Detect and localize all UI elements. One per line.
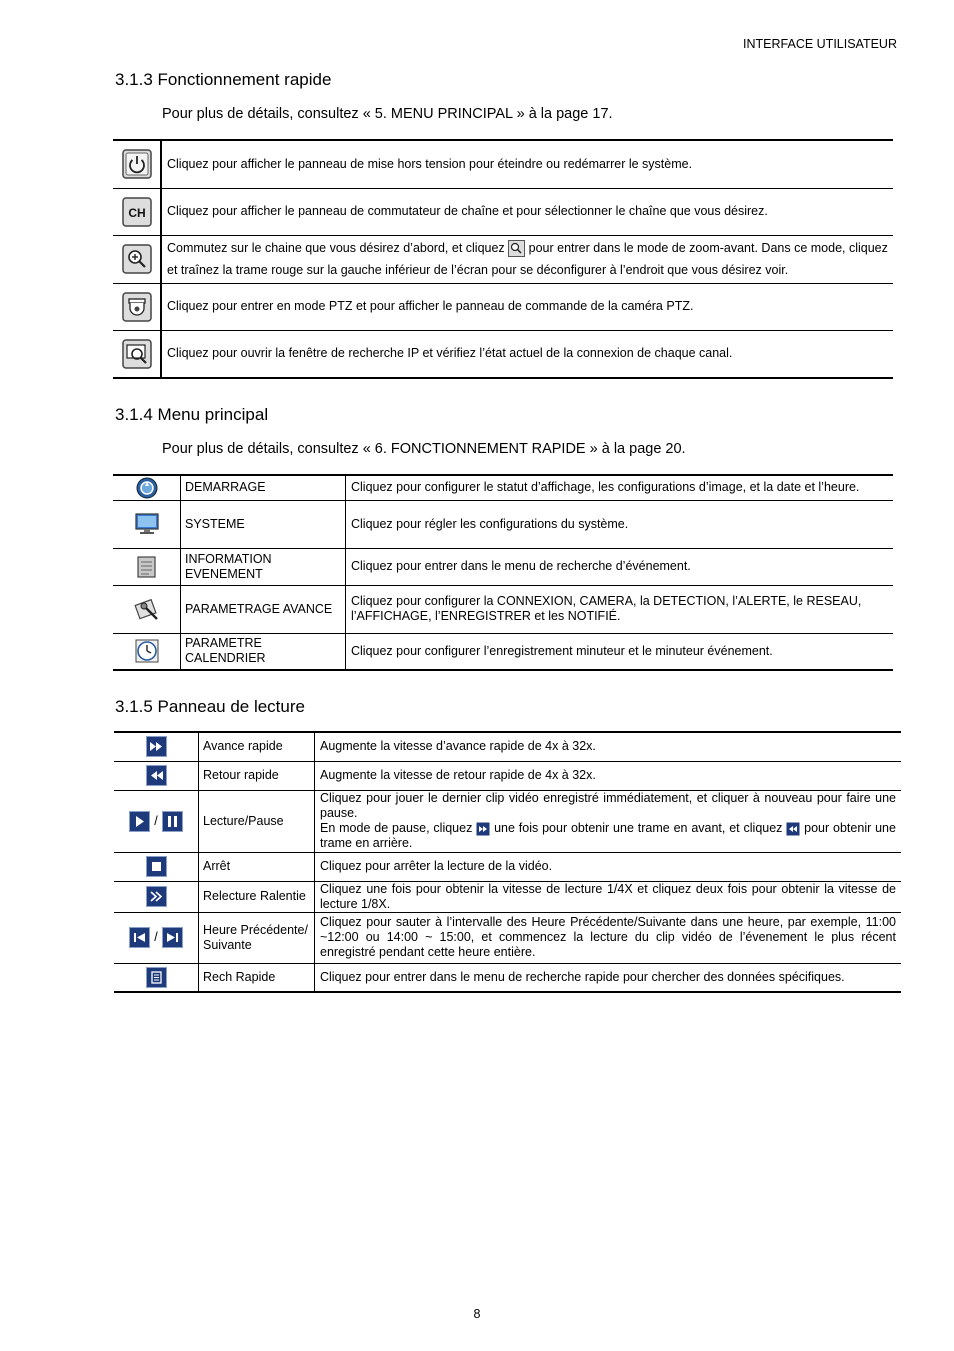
menu-name-cell: SYSTEME bbox=[181, 500, 346, 548]
description-cell bbox=[315, 790, 902, 852]
table-row bbox=[114, 761, 901, 790]
description-cell: Cliquez pour configurer l’enregistrement minuteur et le minuteur événement. bbox=[351, 643, 773, 658]
slow-play-icon bbox=[146, 886, 167, 907]
description-line-1: Cliquez pour jouer le dernier clip vidéo enregistré immédiatement, et cliquer à nouveau pour faire une pause. bbox=[320, 791, 896, 820]
table-row bbox=[113, 475, 893, 500]
description-cell: Cliquez pour entrer dans le menu de recherche d’événement. bbox=[346, 548, 894, 585]
icon-cell bbox=[113, 283, 161, 330]
menu-name-line-2: CALENDRIER bbox=[185, 651, 266, 666]
icon-cell bbox=[114, 761, 199, 790]
menu-name-cell: DEMARRAGE bbox=[181, 475, 346, 500]
playback-panel-table bbox=[114, 731, 901, 993]
table-row bbox=[113, 283, 893, 330]
zoom-text-a: Commutez sur le chaine que vous désirez d’abord, et cliquez bbox=[167, 241, 505, 255]
icon-cell bbox=[114, 912, 199, 963]
monitor-icon bbox=[134, 511, 160, 537]
icon-cell bbox=[113, 585, 181, 633]
description-cell: Cliquez pour arrêter la lecture de la vidéo. bbox=[315, 852, 902, 881]
table-row bbox=[114, 963, 901, 992]
table-row bbox=[113, 140, 893, 188]
control-name-cell: Arrêt bbox=[199, 852, 315, 881]
control-name-cell: Rech Rapide bbox=[199, 963, 315, 992]
icon-cell bbox=[113, 330, 161, 378]
description-line-2: l’AFFICHAGE, l’ENREGISTRER et les NOTIFIÉ. bbox=[351, 609, 621, 623]
icon-cell bbox=[113, 188, 161, 235]
next-hour-icon bbox=[162, 927, 183, 948]
control-name-cell: Retour rapide bbox=[199, 761, 315, 790]
description-cell: Cliquez pour configurer le statut d’affichage, les configurations d’image, et la date et l’heure. bbox=[346, 475, 894, 500]
icon-separator: / bbox=[154, 930, 158, 944]
menu-name-cell bbox=[181, 548, 346, 585]
fast-forward-icon bbox=[146, 736, 167, 757]
icon-cell bbox=[114, 732, 199, 761]
table-row bbox=[113, 188, 893, 235]
pause-text-d: pour obtenir une trame en arrière. bbox=[320, 821, 896, 850]
stop-icon bbox=[146, 856, 167, 877]
frame-forward-inline-icon bbox=[476, 822, 490, 836]
advanced-settings-icon bbox=[134, 596, 160, 622]
section-heading-main-menu: 3.1.4 Menu principal bbox=[115, 405, 269, 424]
description-cell: Augmente la vitesse d’avance rapide de 4x à 32x. bbox=[315, 732, 902, 761]
description-cell bbox=[346, 585, 894, 633]
pause-text-b: En mode de pause, cliquez bbox=[320, 821, 473, 835]
icon-cell bbox=[113, 235, 161, 283]
icon-cell bbox=[114, 963, 199, 992]
channel-icon-label: CH bbox=[127, 205, 146, 220]
description-cell: Cliquez pour régler les configurations du système. bbox=[346, 500, 894, 548]
description-cell: Cliquez pour sauter à l’intervalle des Heure Précédente/Suivante dans une heure, par exemple, 11:00 ~12:00 ou 14:00 ~ 15:00, et commencez la lecture du clip vidéo de l’évenement le plus récent enregistré pendant cette heure entière. bbox=[315, 912, 902, 963]
icon-cell bbox=[114, 790, 199, 852]
ip-search-icon bbox=[122, 339, 152, 369]
main-menu-table bbox=[113, 474, 893, 671]
section-intro: Pour plus de détails, consultez « 6. FONCTIONNEMENT RAPIDE » à la page 20. bbox=[162, 441, 686, 457]
previous-hour-icon bbox=[129, 927, 150, 948]
zoom-icon bbox=[122, 244, 152, 274]
table-row bbox=[114, 881, 901, 912]
icon-cell bbox=[114, 881, 199, 912]
icon-cell bbox=[113, 140, 161, 188]
description-cell: Cliquez une fois pour obtenir la vitesse de lecture 1/4X et cliquez deux fois pour obtenir la vitesse de lecture 1/8X. bbox=[315, 881, 902, 912]
description-cell: Cliquez pour entrer en mode PTZ et pour afficher le panneau de commande de la caméra PTZ. bbox=[161, 283, 893, 330]
description-cell: Cliquez pour entrer dans le menu de recherche rapide pour chercher des données spécifiques. bbox=[320, 969, 845, 984]
event-info-icon bbox=[135, 555, 159, 579]
channel-icon bbox=[122, 197, 152, 227]
rewind-icon bbox=[146, 765, 167, 786]
menu-name-cell: PARAMETRAGE AVANCE bbox=[181, 585, 346, 633]
zoom-text-b: pour entrer dans le mode de zoom-avant. Dans ce mode, cliquez et traînez la trame rouge sur la gauche inférieur de l’écran pour se déconfigurer à l’endroit que vous désirez voir. bbox=[167, 241, 888, 277]
clock-icon bbox=[135, 639, 159, 663]
menu-name-line-2: EVENEMENT bbox=[185, 566, 263, 581]
control-name-cell: Lecture/Pause bbox=[199, 790, 315, 852]
pause-icon bbox=[162, 811, 183, 832]
quick-operation-table bbox=[113, 139, 893, 379]
table-row bbox=[113, 330, 893, 378]
icon-cell bbox=[113, 500, 181, 548]
menu-name-cell bbox=[181, 633, 346, 670]
description-cell: Cliquez pour afficher le panneau de commutateur de chaîne et pour sélectionner le chaîne que vous désirez. bbox=[161, 188, 893, 235]
table-row bbox=[113, 585, 893, 633]
table-row bbox=[113, 548, 893, 585]
control-name-cell: Avance rapide bbox=[199, 732, 315, 761]
section-intro: Pour plus de détails, consultez « 5. MENU PRINCIPAL » à la page 17. bbox=[162, 106, 613, 122]
table-row bbox=[114, 790, 901, 852]
frame-backward-inline-icon bbox=[786, 822, 800, 836]
ptz-camera-icon bbox=[122, 292, 152, 322]
table-row bbox=[114, 912, 901, 963]
pause-text-c: une fois pour obtenir une trame en avant, et cliquez bbox=[494, 821, 783, 835]
description-cell: Augmente la vitesse de retour rapide de 4x à 32x. bbox=[315, 761, 902, 790]
description-cell: Cliquez pour ouvrir la fenêtre de recherche IP et vérifiez l’état actuel de la connexion de chaque canal. bbox=[167, 346, 733, 361]
play-icon bbox=[129, 811, 150, 832]
table-row bbox=[114, 852, 901, 881]
table-row bbox=[113, 500, 893, 548]
quick-search-icon bbox=[146, 967, 167, 988]
icon-cell bbox=[113, 475, 181, 500]
description-line-2 bbox=[320, 821, 896, 851]
section-heading-quick-operation: 3.1.3 Fonctionnement rapide bbox=[115, 70, 332, 89]
table-row bbox=[114, 732, 901, 761]
page-number: 8 bbox=[473, 1307, 481, 1321]
table-row bbox=[113, 235, 893, 283]
control-name-cell: Relecture Ralentie bbox=[199, 881, 315, 912]
icon-cell bbox=[113, 633, 181, 670]
section-heading-playback-panel: 3.1.5 Panneau de lecture bbox=[115, 697, 305, 716]
startup-icon bbox=[136, 477, 158, 499]
table-row bbox=[113, 633, 893, 670]
description-line-1: Cliquez pour configurer la CONNEXION, CAMERA, la DETECTION, l’ALERTE, le RESEAU, bbox=[351, 594, 862, 608]
control-name-line-1: Heure Précédente/ bbox=[203, 922, 308, 937]
menu-name-line-1: PARAMETRE bbox=[185, 636, 262, 651]
icon-separator: / bbox=[154, 813, 158, 828]
icon-cell bbox=[114, 852, 199, 881]
zoom-inline-icon bbox=[508, 240, 525, 257]
power-icon bbox=[122, 149, 152, 179]
control-name-cell bbox=[199, 912, 315, 963]
menu-name-line-1: INFORMATION bbox=[185, 551, 272, 566]
icon-cell bbox=[113, 548, 181, 585]
control-name-line-2: Suivante bbox=[203, 937, 252, 952]
description-cell bbox=[161, 235, 893, 283]
description-cell: Cliquez pour afficher le panneau de mise hors tension pour éteindre ou redémarrer le système. bbox=[161, 140, 893, 188]
page-header: INTERFACE UTILISATEUR bbox=[743, 37, 897, 51]
